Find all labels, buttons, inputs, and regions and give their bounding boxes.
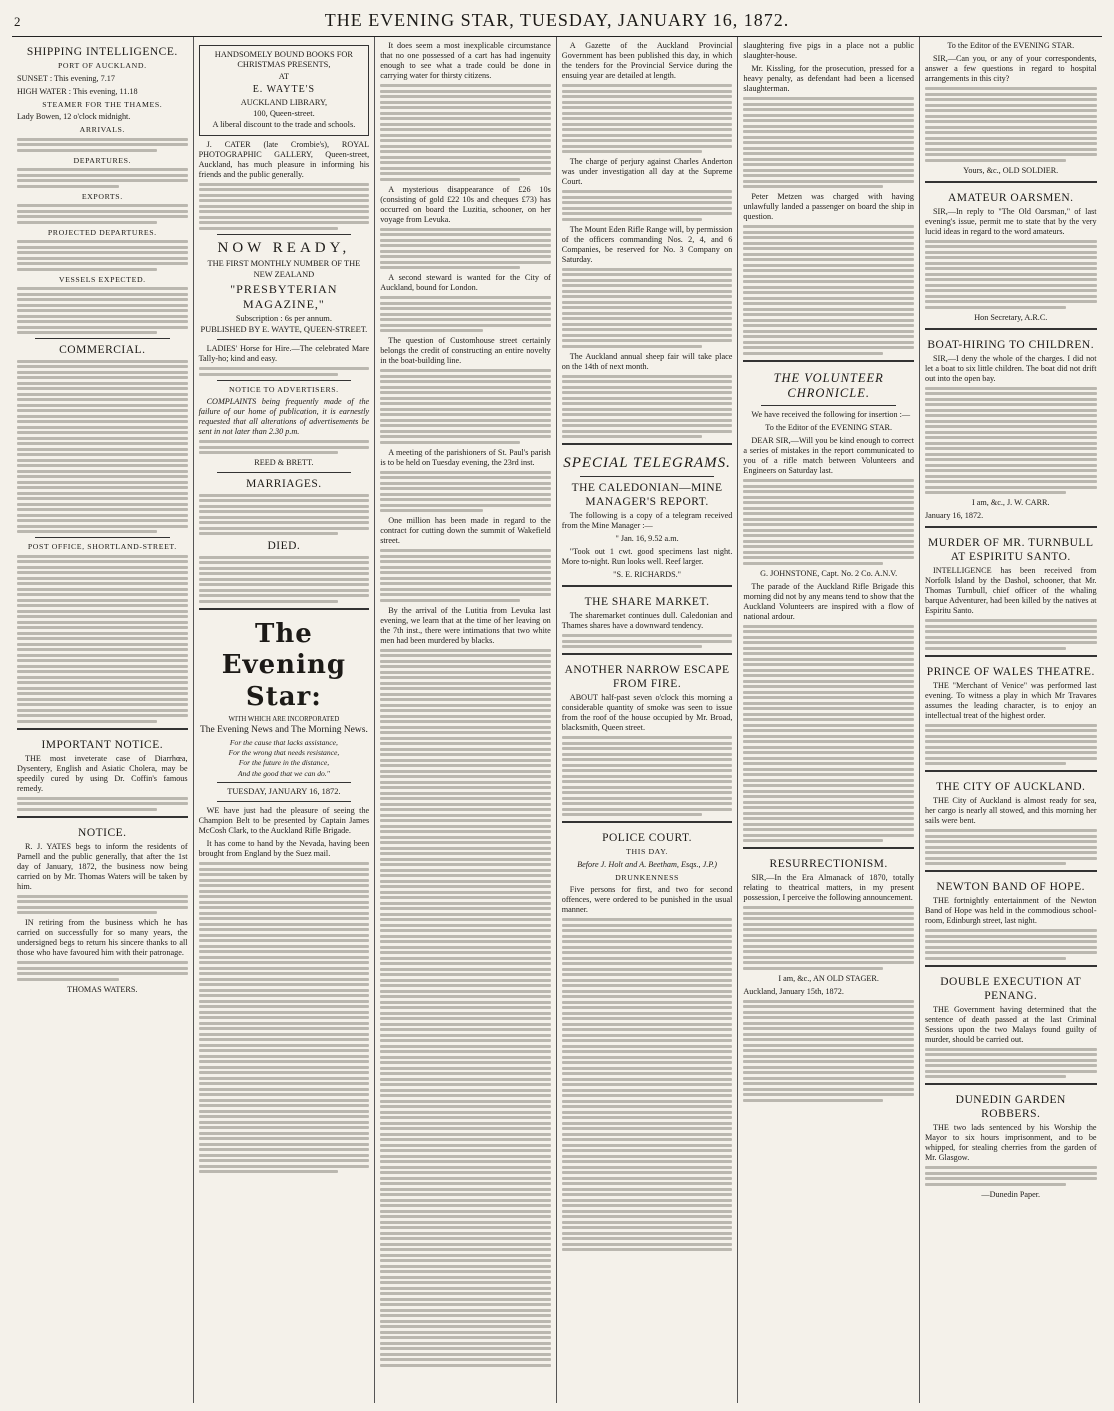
library-address: 100, Queen-street. <box>253 109 315 119</box>
prince-of-wales-text: THE "Merchant of Venice" was performed last evening. To witness a play in which Mr Travares assumes the leading character, is to enjoy an intellectual treat of the highest order. <box>924 680 1097 720</box>
arrivals-heading: ARRIVALS. <box>79 125 125 135</box>
share-market-text: The sharemarket continues dull. Caledonian and Thames shares have a downward tendency. <box>561 611 733 631</box>
dunedin-robbers-source: —Dunedin Paper. <box>981 1189 1041 1199</box>
murder-text: INTELLIGENCE has been received from Norfolk Island by the Dashol, schooner, that Mr. Thomas Turnbull, chief officer of the whaling barque Adventurer, had been killed by the natives at Espiritu Santo. <box>924 566 1097 616</box>
port-heading: PORT OF AUCKLAND. <box>57 61 147 71</box>
marriages-text <box>199 494 370 536</box>
incorporated-line: WITH WHICH ARE INCORPORATED <box>228 715 340 723</box>
column-1 <box>12 37 194 1403</box>
notice-text: R. J. YATES begs to inform the residents of Parnell and the public generally, that after the 1st day of January, 1872, the business now being carried on by Mr. Thomas Waters will be taken by him. <box>17 841 188 891</box>
wayte-name: E. WAYTE'S <box>252 83 316 95</box>
newton-band-heading: NEWTON BAND OF HOPE. <box>936 881 1085 894</box>
motto-line-1: For the cause that lacks assistance, <box>229 737 338 747</box>
issue-date: TUESDAY, JANUARY 16, 1872. <box>227 786 341 796</box>
dunedin-robbers-text: THE two lads sentenced by his Worship the Mayor to six hours imprisonment, and to be whipped, for stealing cherries from the garden of Mr. Glasgow. <box>924 1123 1097 1163</box>
column-4 <box>557 37 739 1403</box>
exports-text <box>17 204 188 224</box>
vessels-text <box>17 287 188 334</box>
hospital-letter: SIR,—Can you, or any of your correspondents, answer a few questions in regard to hospital arrangements in this city? <box>924 54 1097 83</box>
parade-paragraph: The parade of the Auckland Rifle Brigade this morning did not by any means tend to show that the Auckland Volunteers are inspired with a flow of national ardour. <box>743 581 914 621</box>
telegram-intro: The following is a copy of a telegram received from the Mine Manager :— <box>561 511 733 531</box>
column-3 <box>375 37 557 1403</box>
vessels-heading: VESSELS EXPECTED. <box>58 274 146 284</box>
steamer-heading: STEAMER FOR THE THAMES. <box>42 99 163 109</box>
police-court-heading: POLICE COURT. <box>602 832 693 845</box>
marriages-heading: MARRIAGES. <box>246 478 322 491</box>
library-discount: A liberal discount to the trade and schools. <box>212 120 356 130</box>
projected-heading: PROJECTED DEPARTURES. <box>47 227 157 237</box>
volunteer-letter-to: To the Editor of the EVENING STAR. <box>765 423 893 432</box>
rifle-range-paragraph: The Mount Eden Rifle Range will, by permission of the officers commanding Nos. 2, 4, and 6 Companies, be reserved for No. 3 Company on Saturday. <box>561 224 733 264</box>
column-5 <box>738 37 920 1403</box>
leader-paragraph: WE have just had the pleasure of seeing the Champion Belt to be presented by Captain James McCosh Clark, to the Auckland Rifle Brigade. <box>198 806 370 836</box>
leader-paragraph-2: It has come to hand by the Nevada, having been brought from England by the Suez mail. <box>198 839 370 859</box>
newton-band-text: THE fortnightly entertainment of the Newton Band of Hope was held in the commodious school-room, Edinburgh street, last night. <box>924 896 1097 926</box>
first-number: THE FIRST MONTHLY NUMBER OF THE <box>207 258 361 268</box>
departures-text <box>17 168 188 188</box>
dunedin-robbers-heading: DUNEDIN GARDEN ROBBERS. <box>955 1094 1066 1121</box>
boat-hiring-date: January 16, 1872. <box>924 511 984 521</box>
post-office-text <box>17 555 188 723</box>
police-text: Five persons for first, and two for second offences, were ordered to be punished in the usual manner. <box>561 885 733 915</box>
resurrectionism-heading: RESURRECTIONISM. <box>769 858 888 870</box>
prosecution-paragraph: Mr. Kissling, for the prosecution, pressed for a heavy penalty, as defendant had been a licensed slaughterman. <box>743 64 914 93</box>
arrivals-text <box>17 138 188 152</box>
page-number: 2 <box>14 14 21 29</box>
murder-heading: MURDER OF MR. TURNBULL AT ESPIRITU SANTO. <box>928 537 1094 564</box>
special-telegrams-heading: SPECIAL TELEGRAMS. <box>563 455 731 471</box>
advertisers-heading: NOTICE TO ADVERTISERS. <box>229 384 339 394</box>
commercial-heading: COMMERCIAL. <box>59 344 146 357</box>
city-of-auckland-text: THE City of Auckland is almost ready for sea, her cargo is nearly all stowed, and this morning her sails were bent. <box>924 796 1097 826</box>
disappearance-paragraph: A mysterious disappearance of £26 10s (consisting of gold £22 10s and cheques £73) has occurred on board the Luzitia, schooner, on her voyage from Levuka. <box>380 184 551 224</box>
drunkenness-heading: DRUNKENNESS <box>615 872 679 882</box>
post-office-heading: POST OFFICE, SHORTLAND-STREET. <box>27 542 177 552</box>
columns <box>12 37 1102 1403</box>
metzen-paragraph: Peter Metzen was charged with having unlawfully landed a passenger on board the ship in question. <box>743 192 914 221</box>
died-heading: DIED. <box>267 540 301 553</box>
presbyterian-magazine: "PRESBYTERIAN MAGAZINE," <box>230 282 338 312</box>
police-this-day: THIS DAY. <box>626 847 668 857</box>
steamer-line: Lady Bowen, 12 o'clock midnight. <box>17 112 131 122</box>
column-2 <box>194 37 376 1403</box>
notice-text-2: IN retiring from the business which he has carried on successfully for so many years, the undersigned begs to return his sincere thanks to all those who have favoured him with their patronage. <box>17 918 188 958</box>
evening-star-nameplate: The Evening Star: <box>221 618 347 713</box>
sunset-line: SUNSET : This evening, 7.17 <box>17 73 115 83</box>
resurrectionism-text: SIR,—In the Era Almanack of 1870, totally relating to theatrical matters, in my present possession, I perceive the following announcement. <box>743 873 914 903</box>
police-before: Before J. Holt and A. Beetham, Esqs., J.P.) <box>577 859 718 869</box>
books-ad-title: HANDSOMELY BOUND BOOKS FOR CHRISTMAS PRESENTS, <box>214 50 353 70</box>
resurrectionism-date: Auckland, January 15th, 1872. <box>743 986 844 996</box>
boat-hiring-heading: BOAT-HIRING TO CHILDREN. <box>927 338 1095 351</box>
motto-line-2: For the wrong that needs resistance, <box>228 748 340 758</box>
important-notice-text: THE most inveterate case of Diarrhœa, Dysentery, English and Asiatic Cholera, may be speedily cured by using Dr. Coffin's famous remedy. <box>17 753 188 793</box>
now-ready: NOW READY, <box>217 239 351 256</box>
reed-brett: REED & BRETT. <box>254 458 314 468</box>
boat-building-paragraph: The question of Customhouse street certainly belongs the credit of constructing an entire novelty in the boat-building line. <box>380 336 551 365</box>
letter-to: To the Editor of the EVENING STAR. <box>947 41 1075 50</box>
died-text <box>199 556 370 603</box>
resurrectionism-signature: I am, &c., AN OLD STAGER. <box>778 973 879 983</box>
city-of-auckland-heading: THE CITY OF AUCKLAND. <box>936 781 1086 794</box>
books-at: AT <box>278 71 289 81</box>
steward-paragraph: A second steward is wanted for the City of Auckland, bound for London. <box>380 273 551 292</box>
telegram-date: " Jan. 16, 9.52 a.m. <box>615 534 679 544</box>
gazette-paragraph: A Gazette of the Auckland Provincial Government has been published this day, in which the tenders for the Provincial Service during the ensuing year are detailed at length. <box>561 41 733 80</box>
new-zealand: NEW ZEALAND <box>253 270 315 280</box>
subscription: Subscription : 6s per annum. <box>235 313 332 323</box>
library-name: AUCKLAND LIBRARY, <box>240 97 328 107</box>
water-cart-paragraph: It does seem a most inexplicable circumstance that no one possessed of a cart has had ingenuity enough to see what a trade could be done in carrying water for thirsty citizens. <box>380 41 551 80</box>
column-6 <box>920 37 1102 1403</box>
volunteer-chronicle-heading: THE VOLUNTEER CHRONICLE. <box>773 370 884 400</box>
exports-heading: EXPORTS. <box>81 191 123 201</box>
notice-signature: THOMAS WATERS. <box>67 984 138 994</box>
publisher: PUBLISHED BY E. WAYTE, QUEEN-STREET. <box>200 324 368 334</box>
masthead <box>12 10 1102 37</box>
notice-heading: NOTICE. <box>78 826 127 839</box>
penang-execution-text: THE Government having determined that the sentence of death passed at the last Criminal Sessions upon the two Malays found guilty of murder, should be carried out. <box>924 1004 1097 1044</box>
high-water-line: HIGH WATER : This evening, 11.18 <box>17 86 138 96</box>
parish-meeting-paragraph: A meeting of the parishioners of St. Paul's parish is to be held on Tuesday evening, the 23rd inst. <box>380 447 551 467</box>
penang-execution-heading: DOUBLE EXECUTION AT PENANG. <box>940 975 1082 1002</box>
volunteer-intro: We have received the following for insertion :— <box>751 410 911 419</box>
important-notice-heading: IMPORTANT NOTICE. <box>41 738 164 751</box>
amateur-oarsmen-heading: AMATEUR OARSMEN. <box>947 191 1074 204</box>
telegram-signature: "S. E. RICHARDS." <box>613 570 682 580</box>
advertisers-notice: COMPLAINTS being frequently made of the failure of our home of publication, it is earnestly requested that all alterations of advertisements be sent in not later than 2.30 p.m. <box>198 397 370 437</box>
amateur-oarsmen-text: SIR,—In reply to "The Old Oarsman," of last evening's issue, permit me to state that by the very lucid ideas in regard to the word amateurs. <box>924 206 1097 236</box>
shipping-heading: SHIPPING INTELLIGENCE. <box>26 46 178 58</box>
wakefield-paragraph: One million has been made in regard to the contract for cutting down the summit of Wakefield street. <box>380 516 551 545</box>
departures-heading: DEPARTURES. <box>73 155 132 165</box>
amateur-oarsmen-signature: Hon Secretary, A.R.C. <box>974 312 1048 322</box>
fire-escape-text: ABOUT half-past seven o'clock this morning a considerable quantity of smoke was seen to issue from the roof of the house occupied by Mr. Broad, blacksmith, Queen street. <box>561 693 733 733</box>
caledonian-heading: THE CALEDONIAN—MINE MANAGER'S REPORT. <box>571 482 723 509</box>
sheep-fair-paragraph: The Auckland annual sheep fair will take place on the 14th of next month. <box>561 351 733 371</box>
perjury-paragraph: The charge of perjury against Charles Anderton was under investigation all day at the Supreme Court. <box>561 157 733 186</box>
prince-of-wales-heading: PRINCE OF WALES THEATRE. <box>926 665 1095 678</box>
library-advertisement <box>199 45 370 136</box>
photo-gallery-ad: J. CATER (late Crombie's), ROYAL PHOTOGRAPHIC GALLERY, Queen-street, Auckland, has much pleasure in informing his friends and the public generally. <box>198 139 370 179</box>
share-market-heading: THE SHARE MARKET. <box>584 596 710 609</box>
pigs-paragraph: slaughtering five pigs in a place not a public slaughter-house. <box>743 41 914 60</box>
fire-escape-heading: ANOTHER NARROW ESCAPE FROM FIRE. <box>564 664 730 691</box>
commercial-text <box>17 360 188 534</box>
volunteer-letter-text: DEAR SIR,—Will you be kind enough to correct a series of mistakes in the report communicated to you of a rifle match between Volunteers and Engineers on Saturday last. <box>743 436 914 475</box>
incorporated-papers: The Evening News and The Morning News. <box>199 725 368 736</box>
motto-line-4: And the good that we can do." <box>237 768 330 778</box>
ladies-horse-ad: LADIES' Horse for Hire.—The celebrated Mare Tally-ho; kind and easy. <box>198 344 370 364</box>
levuka-paragraph: By the arrival of the Lutitia from Levuka last evening, we learn that at the time of her leaving on the 7th inst., there were intimations that two white men had been murdered by blacks. <box>380 605 551 645</box>
newspaper-title: THE EVENING STAR, TUESDAY, JANUARY 16, 1872. <box>324 10 790 30</box>
boat-hiring-signature: I am, &c., J. W. CARR. <box>971 498 1050 508</box>
hospital-letter-signature: Yours, &c., OLD SOLDIER. <box>963 165 1059 175</box>
telegram-quote: "Took out 1 cwt. good specimens last night. More to-night. Run looks well. Reef larger. <box>561 547 733 567</box>
boat-hiring-text: SIR,—I deny the whole of the charges. I did not let a boat to six little children. The boat did not drift out into the open bay. <box>924 353 1097 383</box>
projected-text <box>17 240 188 271</box>
volunteer-signature: G. JOHNSTONE, Capt. No. 2 Co. A.N.V. <box>760 568 898 578</box>
motto-line-3: For the future in the distance, <box>238 758 330 768</box>
